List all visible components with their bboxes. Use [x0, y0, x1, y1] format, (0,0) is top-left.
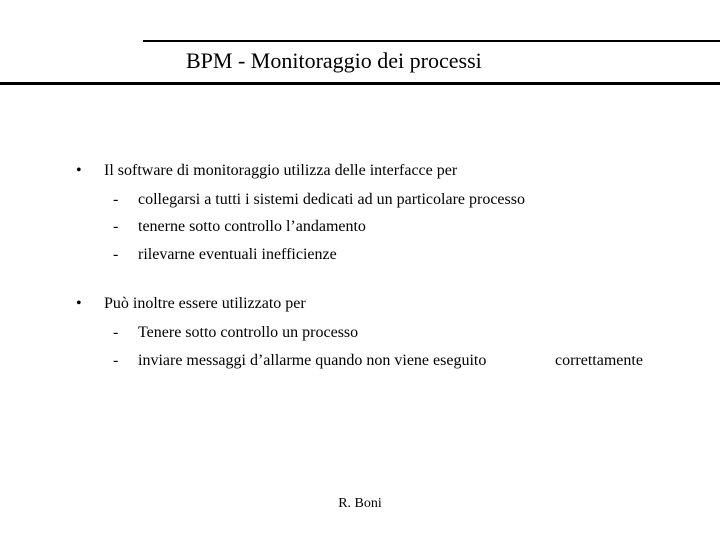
- subitem-text: Tenere sotto controllo un processo: [138, 324, 359, 341]
- title-bottom-rule: [0, 82, 720, 85]
- subitem-trailing-word: correttamente: [555, 352, 643, 369]
- dash-icon: -: [113, 218, 119, 235]
- subitem-text: inviare messaggi d’allarme quando non viene eseguito: [138, 352, 487, 369]
- dash-icon: -: [113, 246, 119, 263]
- title-top-rule: [143, 40, 720, 42]
- footer-author-text: R. Boni: [338, 496, 382, 511]
- dash-icon: -: [113, 352, 119, 369]
- bullet-1-text: Il software di monitoraggio utilizza delle interfacce per: [104, 162, 458, 179]
- subitem-text: rilevarne eventuali inefficienze: [138, 246, 337, 263]
- subitem-text: collegarsi a tutti i sistemi dedicati ad un particolare processo: [138, 191, 525, 208]
- footer-author: [0, 496, 720, 512]
- subitem-text: tenerne sotto controllo l’andamento: [138, 218, 366, 235]
- dash-icon: -: [113, 191, 119, 208]
- slide-title: BPM - Monitoraggio dei processi: [186, 48, 482, 73]
- bullet-icon: •: [76, 295, 82, 312]
- dash-icon: -: [113, 324, 119, 341]
- bullet-icon: •: [76, 162, 82, 179]
- bullet-2-text: Può inoltre essere utilizzato per: [104, 295, 306, 312]
